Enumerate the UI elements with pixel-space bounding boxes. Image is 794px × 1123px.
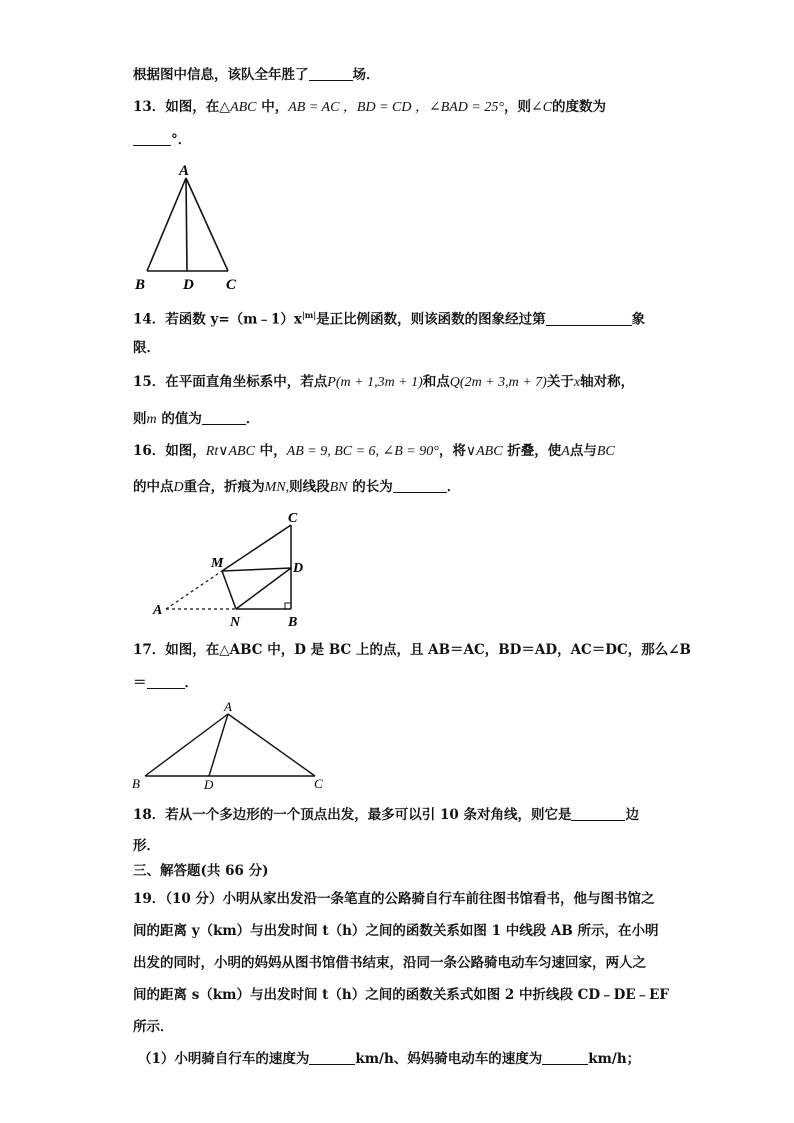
- section-title: 三、解答题(共 66 分): [133, 863, 269, 879]
- question-14-line2: 限．: [133, 340, 160, 356]
- side-ab: [147, 178, 186, 271]
- label-d: D: [183, 277, 194, 293]
- label-b: B: [135, 277, 146, 293]
- math: BN: [329, 480, 348, 495]
- answer-blank: [202, 410, 246, 425]
- text: °．: [171, 132, 192, 148]
- text: 是正比例函数，则该函数的图象经过第: [316, 311, 546, 328]
- text: 的中点: [133, 479, 174, 495]
- text: （1）小明骑自行车的速度为: [138, 1051, 310, 1067]
- label-d: D: [204, 777, 214, 792]
- math: D: [173, 480, 184, 495]
- text: 的值为: [156, 411, 202, 427]
- text: ．: [184, 675, 198, 691]
- side-ac: [228, 714, 315, 776]
- text: 中，: [256, 99, 289, 115]
- question-17-line2: [133, 674, 198, 692]
- label-a: A: [153, 603, 163, 618]
- text: 15．在平面直角坐标系中，若点: [133, 374, 328, 390]
- label-a: A: [179, 163, 190, 179]
- text: ，将: [438, 443, 466, 459]
- side-ab: [145, 714, 228, 776]
- answer-blank: [571, 806, 625, 821]
- triangle-figure-13: [130, 160, 250, 295]
- question-13: [133, 98, 606, 117]
- text: 边: [625, 807, 639, 823]
- right-angle-mark: [285, 603, 291, 609]
- text: 象: [631, 311, 646, 328]
- question-16-line2: [133, 478, 460, 497]
- question-15: [133, 373, 634, 392]
- text: 点与: [569, 443, 597, 459]
- label-n: N: [230, 615, 241, 630]
- text: 关于: [546, 374, 574, 390]
- math: x: [573, 375, 581, 390]
- text: 14．若函数 y=（m﹣1）x: [133, 311, 302, 328]
- dashed-am: [166, 571, 222, 609]
- answer-blank: [542, 1050, 588, 1065]
- math: AB = AC ，BD = CD ，∠BAD = 25°: [288, 100, 504, 115]
- text: 折叠，使: [502, 443, 562, 459]
- text: 的度数为: [552, 99, 607, 115]
- text: 则: [133, 411, 147, 427]
- triangle-figure-17: [128, 698, 333, 794]
- question-19-line: 间的距离 y（km）与出发时间 t（h）之间的函数关系如图 1 中线段 AB 所示，在小明: [133, 923, 659, 939]
- label-c: C: [288, 511, 298, 526]
- segment-md: [222, 568, 291, 571]
- text: 轴对称，: [580, 374, 635, 390]
- text: 的长为: [347, 479, 393, 495]
- question-18-line2: 形．: [133, 838, 160, 854]
- answer-blank: [309, 1050, 355, 1065]
- text: 则线段: [289, 479, 330, 495]
- text: ，则: [503, 99, 531, 115]
- label-b: B: [288, 615, 298, 630]
- segment-ad: [209, 714, 228, 776]
- question-13-line2: [133, 131, 191, 149]
- math: Q(2m + 3,m + 7): [449, 375, 547, 390]
- label-c: C: [226, 277, 237, 293]
- answer-blank: [147, 674, 185, 689]
- question-17: 17．如图，在△ABC 中，D 是 BC 上的点，且 AB＝AC，BD＝AD，AC＝DC，那么∠B: [133, 642, 691, 658]
- question-19-sub1: [138, 1050, 640, 1068]
- math: P(m + 1,3m + 1): [327, 375, 423, 390]
- text: 18．若从一个多边形的一个顶点出发，最多可以引 10 条对角线，则它是: [133, 807, 572, 823]
- fold-figure-16: [148, 508, 318, 630]
- answer-blank: [309, 66, 353, 81]
- question-19-line: 19．（10 分）小明从家出发沿一条笔直的公路骑自行车前往图书馆看书，他与图书馆之: [133, 891, 655, 907]
- math: MN,: [264, 480, 290, 495]
- math: Rt∨ABC: [205, 444, 255, 459]
- segment-ad: [186, 178, 187, 271]
- segment-mn: [222, 571, 236, 609]
- math: △ABC: [219, 100, 257, 115]
- text: 中，: [254, 443, 287, 459]
- text: km/h、妈妈骑电动车的速度为: [355, 1051, 543, 1067]
- label-a: A: [224, 699, 232, 714]
- question-19-line: 出发的同时，小明的妈妈从图书馆借书结束，沿同一条公路骑电动车匀速回家，两人之: [133, 955, 646, 971]
- question-19-line: 所示．: [133, 1019, 174, 1035]
- question-16: [133, 442, 615, 461]
- label-d: D: [293, 561, 304, 576]
- math: AB = 9, BC = 6, ∠B = 90°: [286, 444, 439, 459]
- text: ＝: [133, 675, 147, 691]
- text: 重合，折痕为: [183, 479, 265, 495]
- answer-blank: [393, 478, 447, 493]
- text: ．: [245, 411, 260, 427]
- text: 场．: [352, 67, 380, 83]
- label-c: C: [314, 776, 323, 791]
- question-19-line: 间的距离 s（km）与出发时间 t（h）之间的函数关系式如图 2 中折线段 CD﹣DE﹣EF: [133, 987, 670, 1003]
- math: A: [561, 444, 570, 459]
- label-b: B: [132, 776, 140, 791]
- segment-cm: [222, 525, 291, 571]
- math: BC: [596, 444, 615, 459]
- math: ∠C: [530, 100, 553, 115]
- text: km/h；: [588, 1051, 641, 1067]
- text: ．: [446, 479, 461, 495]
- math: m: [146, 412, 157, 427]
- label-m: M: [211, 556, 224, 571]
- text: 根据图中信息，该队全年胜了: [133, 67, 309, 83]
- question-18: [133, 806, 639, 824]
- text: 16．如图，: [133, 443, 206, 459]
- text-line: [133, 66, 380, 84]
- math: ∨ABC: [465, 444, 503, 459]
- answer-blank: [546, 311, 632, 326]
- text: 和点: [422, 374, 450, 390]
- answer-blank: [133, 131, 171, 146]
- question-14: [133, 306, 645, 329]
- text: 13．如图，在: [133, 99, 220, 115]
- segment-nd: [236, 568, 291, 609]
- exponent: |m|: [301, 310, 317, 320]
- question-15-line2: [133, 410, 259, 429]
- side-ac: [186, 178, 228, 271]
